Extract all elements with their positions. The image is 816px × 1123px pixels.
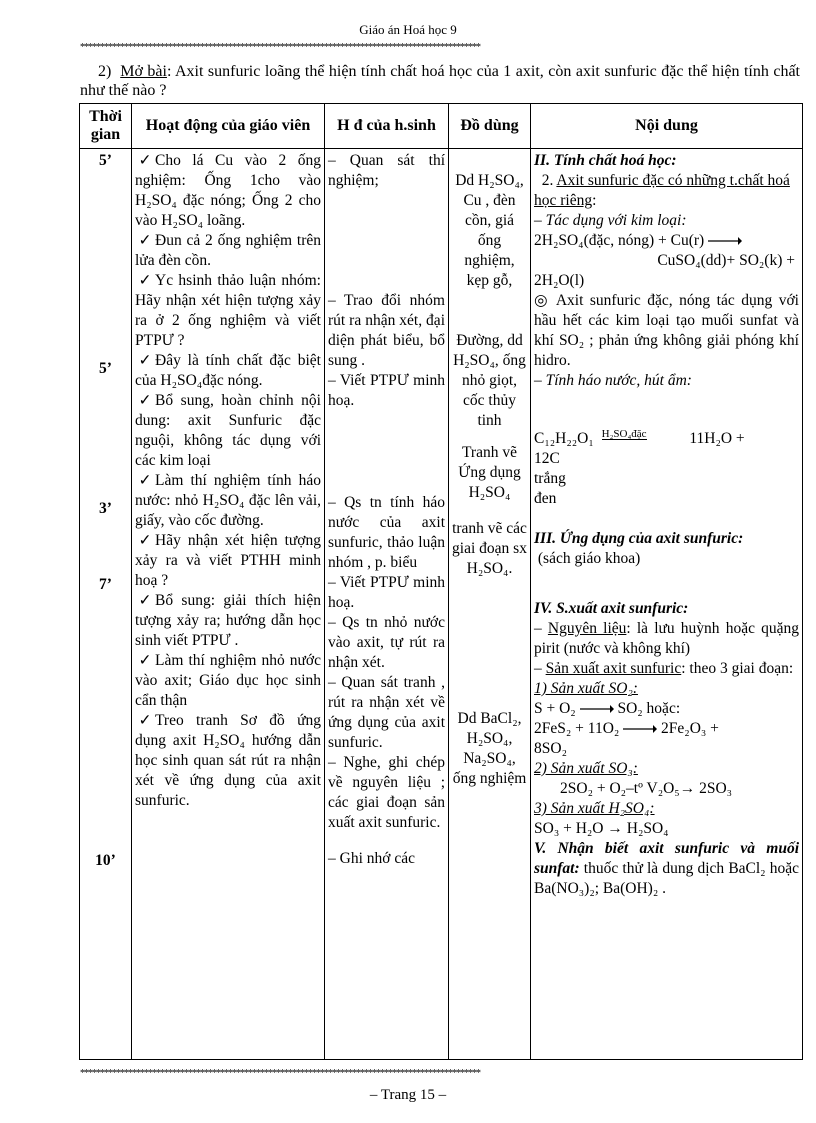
content-line: (sách giáo khoa) <box>537 550 641 567</box>
teacher-cell <box>132 149 325 1060</box>
check-icon: ✓ <box>138 392 152 409</box>
student-item: – Qs tn tính háo nước của axit sunfuric, thảo luận nhóm , p. biểu <box>328 494 445 571</box>
equation: C₁₂H₂₂O₁ H₂SO₄đặc 11H₂O + <box>534 428 745 447</box>
student-item: – Quan sát thí nghiệm; <box>328 152 445 189</box>
teacher-item: ✓ Hãy nhận xét hiện tượng xảy ra và viết PTHH minh hoạ ? <box>135 532 321 589</box>
teacher-item: ✓ Đây là tính chất đặc biệt của H₂SO₄đặc nóng. <box>135 352 321 389</box>
tools-item: Dd H₂SO₄, Cu , đèn cồn, giá ống nghiệm, kẹp gỗ, <box>455 172 524 289</box>
footer-divider: **************************************************************************************************** <box>80 1068 480 1079</box>
tools-cell <box>449 149 531 1060</box>
arrow-icon <box>708 236 742 246</box>
header-student: H đ của h.sinh <box>325 104 449 149</box>
content-line: 1) Sản xuất SO₂: <box>534 680 638 697</box>
header-divider: **************************************************************************************************** <box>80 42 480 53</box>
content-line: ◎ Axit sunfuric đặc, nóng tác dụng với hầu hết các kim loại tạo muối sunfat và khí SO₂ ; phản ứng không giải phóng khí hidro. <box>534 292 799 369</box>
table-body-row <box>80 149 803 1060</box>
equation: SO₃ + H₂O → H₂SO₄ <box>534 820 669 837</box>
equation: 2SO₂ + O₂–tº V₂O₅→ 2SO₃ <box>560 780 733 797</box>
content-line: – Tính háo nước, hút ẩm: <box>534 372 692 389</box>
content-cell <box>531 149 803 1060</box>
equation: 2FeS₂ + 11O₂ 2Fe₂O₃ + <box>534 720 719 737</box>
arrow-icon <box>623 724 657 734</box>
check-icon: ✓ <box>138 352 152 369</box>
tools-item: Dd BaCl₂, H₂SO₄, Na₂SO₄, ống nghiệm <box>452 710 527 787</box>
lesson-table <box>79 103 803 1060</box>
time-entry: 7’ <box>99 576 112 593</box>
page-number: – Trang 15 – <box>369 1087 447 1103</box>
tools-item: Đường, dd H₂SO₄, ống nhỏ giọt, cốc thủy tinh <box>453 332 526 429</box>
check-icon: ✓ <box>138 152 152 169</box>
page-header-title: Giáo án Hoá học 9 <box>359 22 457 37</box>
table-header-row <box>80 104 803 149</box>
content-line: 3) Sản xuất H₂SO₄: <box>534 800 655 817</box>
teacher-item: ✓ Bổ sung: giải thích hiện tượng xảy ra; hướng dẫn học sinh viết PTPƯ . <box>135 592 321 649</box>
equation: 2H₂O(l) <box>534 272 585 289</box>
time-cell <box>80 149 132 1060</box>
section-title: III. Ứng dụng của axit sunfuric: <box>534 530 744 547</box>
tools-item: Tranh vẽ Ứng dụng H₂SO₄ <box>458 444 521 501</box>
header-teacher: Hoạt động của giáo viên <box>132 104 325 149</box>
intro-paragraph <box>80 62 800 100</box>
teacher-item: ✓ Làm thí nghiệm nhỏ nước vào axit; Giáo dục học sinh cẩn thận <box>135 652 321 709</box>
teacher-item: ✓ Cho lá Cu vào 2 ống nghiệm: Ống 1cho vào H₂SO₄ đặc nóng; Ống 2 cho vào H₂SO₄ loãng. <box>135 152 321 229</box>
time-entry: 5’ <box>99 360 112 377</box>
check-icon: ✓ <box>138 272 152 289</box>
check-icon: ✓ <box>138 652 152 669</box>
student-item: – Trao đổi nhóm rút ra nhận xét, đại diện phát biểu, bổ sung . <box>328 292 445 369</box>
student-item: – Ghi nhớ các <box>328 850 415 867</box>
student-item: – Qs tn nhỏ nước vào axit, tự rút ra nhận xét. <box>328 614 445 671</box>
check-icon: ✓ <box>138 532 152 549</box>
teacher-item: ✓ Treo tranh Sơ đồ ứng dụng axit H₂SO₄ hướng dẫn học sinh quan sát rút ra nhận xét về ứng dụng của axit sunfuric. <box>135 712 321 809</box>
tools-item: tranh vẽ các giai đoạn sx H₂SO₄. <box>452 520 527 577</box>
content-line: – Sản xuất axit sunfuric: theo 3 giai đoạn: <box>534 660 794 677</box>
intro-label: Mở bài <box>120 63 167 80</box>
teacher-item: ✓ Bổ sung, hoàn chỉnh nội dung: axit Sunfuric đặc nguội, không tác dụng với các kim loại <box>135 392 321 469</box>
teacher-item: ✓ Đun cả 2 ống nghiệm trên lửa đèn cồn. <box>135 232 321 269</box>
content-line: 2) Sản xuất SO₃: <box>534 760 638 777</box>
header-tools: Đồ dùng <box>449 104 531 149</box>
student-item: – Quan sát tranh , rút ra nhận xét về ứng dụng của axit sunfuric. <box>328 674 445 751</box>
time-entry: 3’ <box>99 500 112 517</box>
content-line: – Nguyên liệu: là lưu huỳnh hoặc quặng pirit (nước và không khí) <box>534 620 799 657</box>
content-line: trắng <box>534 470 566 487</box>
student-item: – Viết PTPƯ minh hoạ. <box>328 574 445 611</box>
content-line: V. Nhận biết axit sunfuric và muối sunfat: thuốc thử là dung dịch BaCl₂ hoặc Ba(NO₃)₂; Ba(OH)₂ . <box>534 840 799 897</box>
section-title: II. Tính chất hoá học: <box>534 152 677 169</box>
arrow-icon <box>580 704 614 714</box>
check-icon: ✓ <box>138 712 152 729</box>
student-cell <box>325 149 449 1060</box>
equation: S + O₂ SO₂ hoặc: <box>534 700 681 717</box>
teacher-item: ✓ Yc hsinh thảo luận nhóm: Hãy nhận xét hiện tượng xảy ra ở 2 ống nghiệm và viết PTPƯ ? <box>135 272 321 349</box>
content-line: – Tác dụng với kim loại: <box>534 212 687 229</box>
time-entry: 10’ <box>95 852 116 869</box>
section-title: IV. S.xuất axit sunfuric: <box>534 600 689 617</box>
section-subtitle: 2. Axit sunfuric đặc có những t.chất hoá học riêng: <box>534 172 790 209</box>
content-line: 12C <box>534 450 560 467</box>
student-item: – Viết PTPƯ minh hoạ. <box>328 372 445 409</box>
check-icon: ✓ <box>138 232 152 249</box>
intro-text: : Axit sunfuric loãng thể hiện tính chất hoá học của 1 axit, còn axit sunfuric đặc thể hiện tính chất như thế nào ? <box>80 63 801 99</box>
equation: CuSO₄(dd)+ SO₂(k) + <box>657 252 795 269</box>
teacher-item: ✓ Làm thí nghiệm tính háo nước: nhỏ H₂SO₄ đặc lên vải, giấy, vào cốc đường. <box>135 472 321 529</box>
student-item: – Nghe, ghi chép về nguyên liệu ; các giai đoạn sản xuất axit sunfuric. <box>328 754 445 831</box>
header-content: Nội dung <box>531 104 803 149</box>
intro-number: 2) <box>97 63 112 80</box>
equation: 2H₂SO₄(đặc, nóng) + Cu(r) <box>534 231 799 251</box>
equation: 8SO₂ <box>534 740 567 757</box>
content-line: đen <box>534 490 557 507</box>
time-entry: 5’ <box>99 152 112 169</box>
check-icon: ✓ <box>138 472 152 489</box>
header-time: Thời gian <box>80 104 132 149</box>
check-icon: ✓ <box>138 592 152 609</box>
